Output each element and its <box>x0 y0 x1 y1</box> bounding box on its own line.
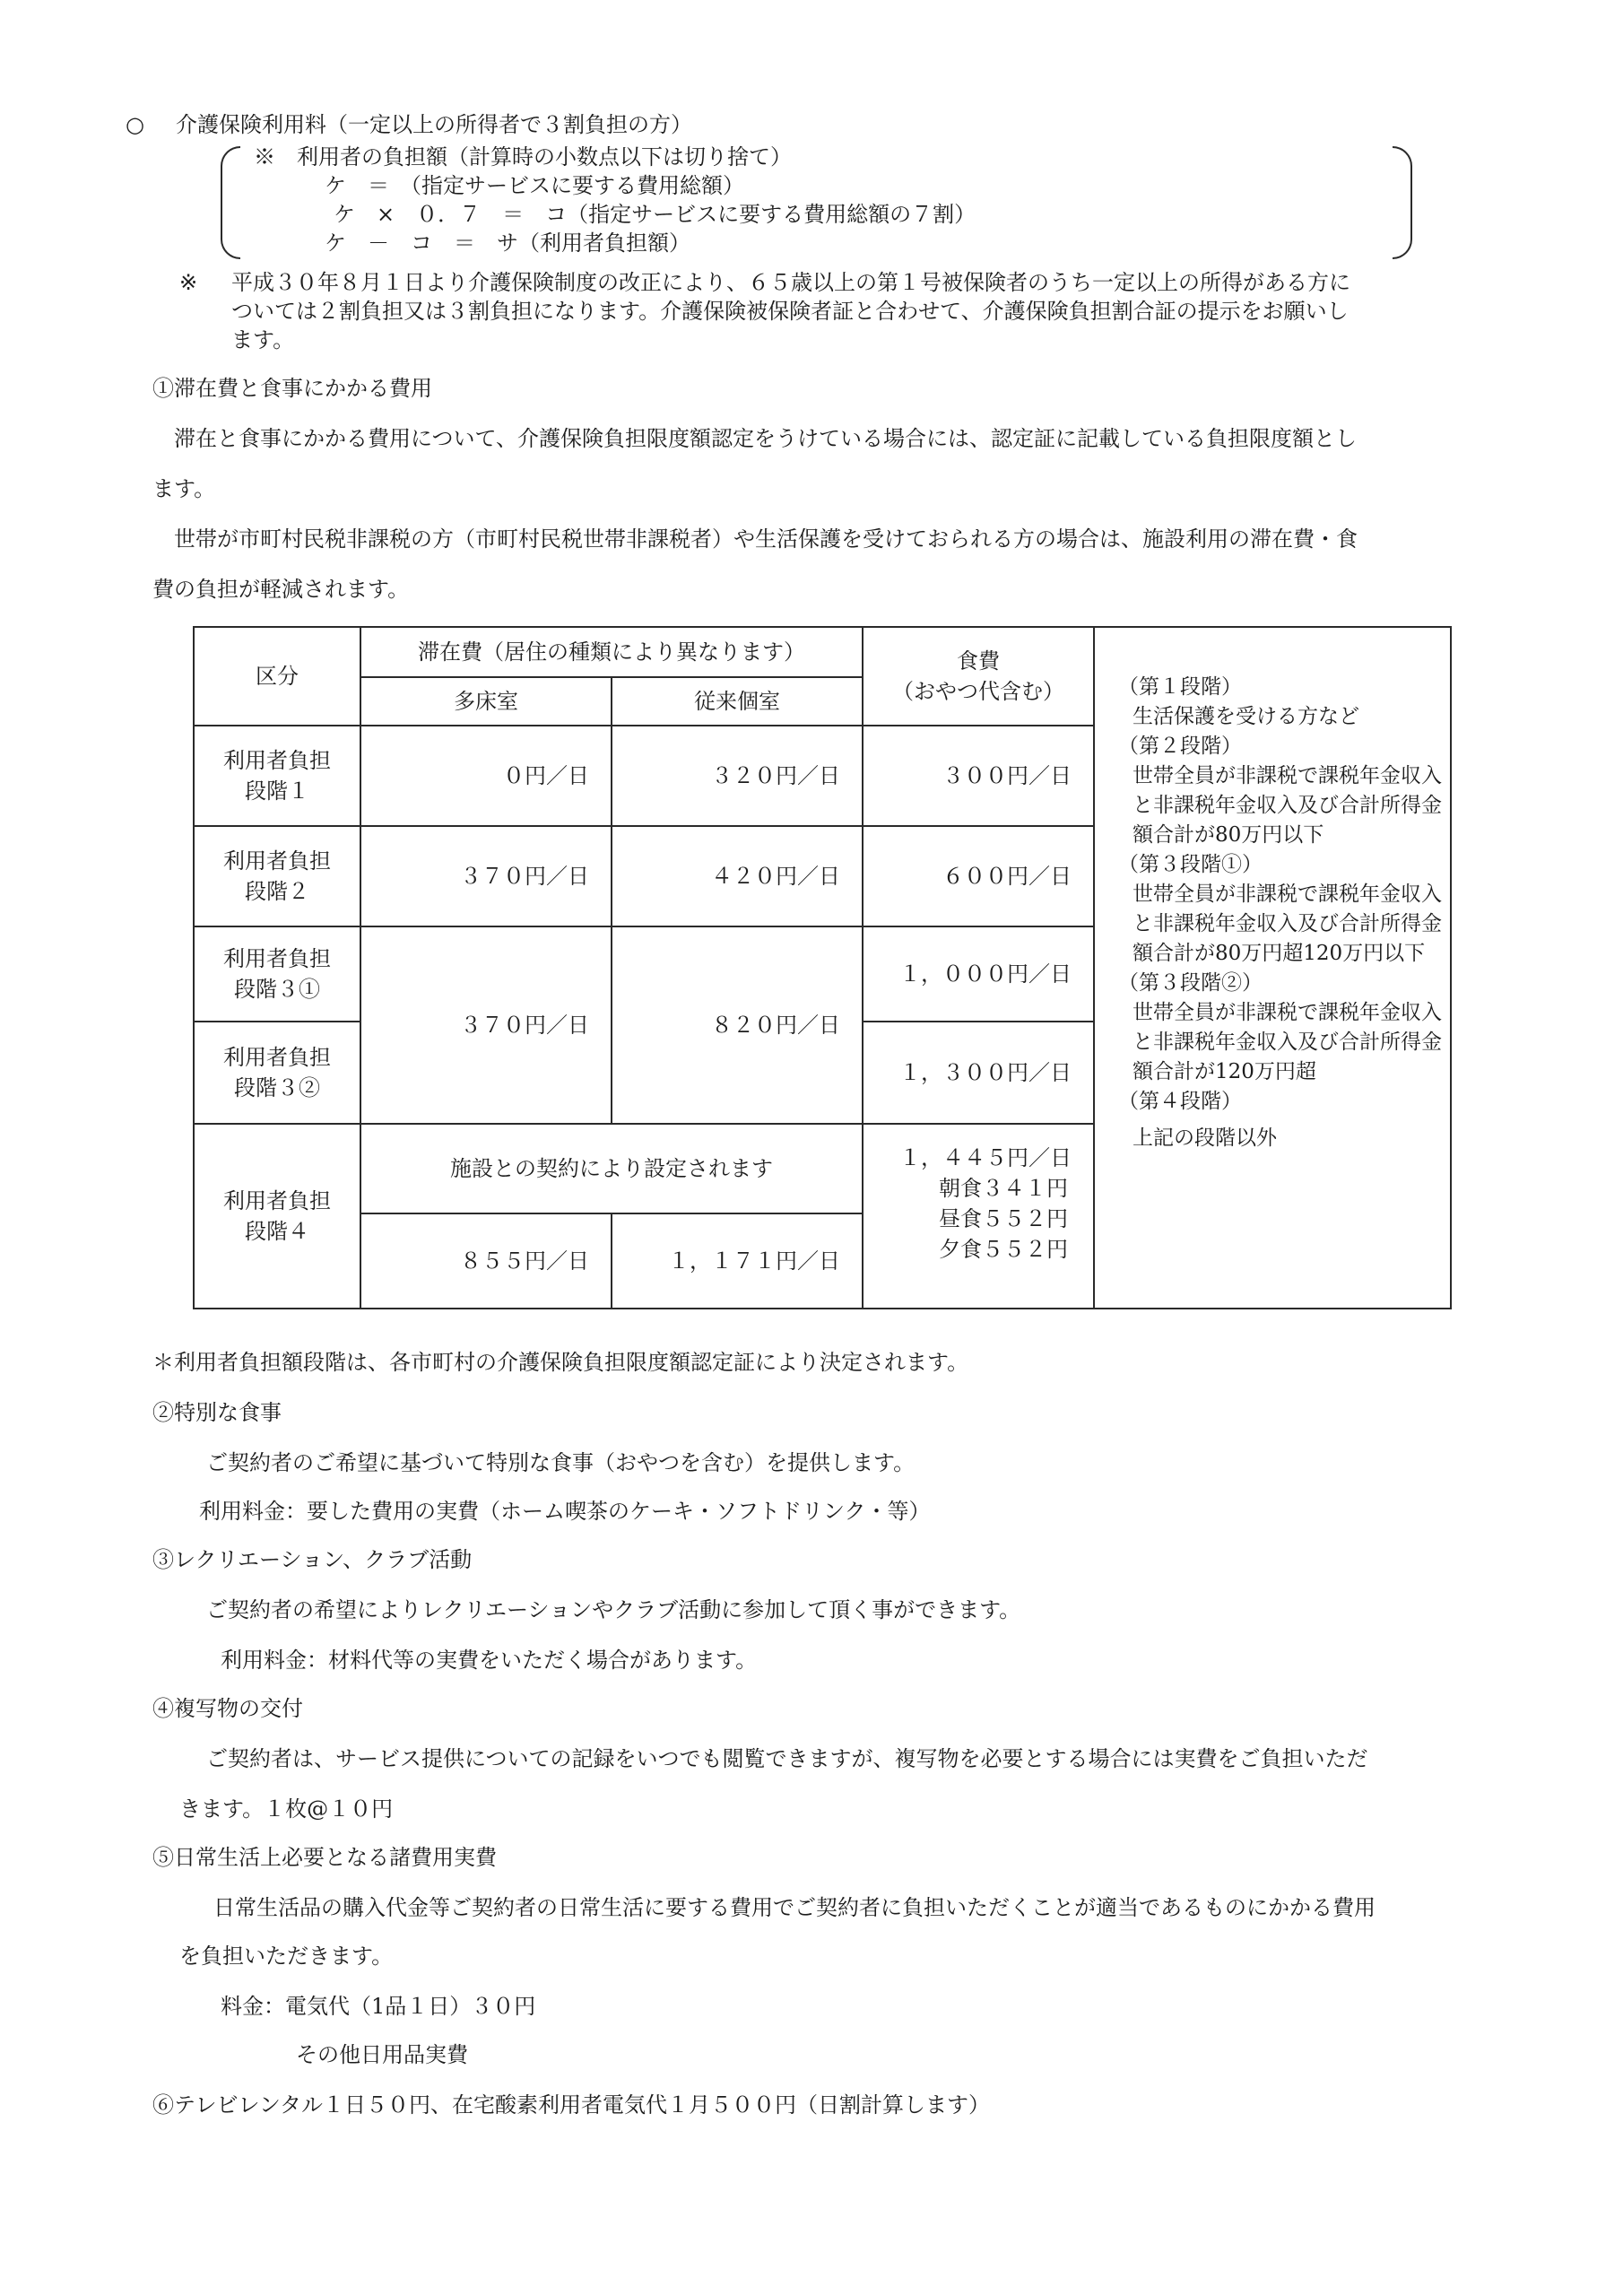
section-2-para: ご契約者のご希望に基づいて特別な食事（おやつを含む）を提供します。 <box>206 1450 916 1475</box>
page-heading: 介護保険利用料（一定以上の所得者で３割負担の方） <box>176 112 692 137</box>
stage-4-food-total: １，４４５円／日 <box>899 1145 1072 1170</box>
table-footnote: ＊利用者負担額段階は、各市町村の介護保険負担限度額認定証により決定されます。 <box>152 1350 969 1375</box>
stage-1-heading: （第１段階） <box>1118 675 1242 699</box>
section-4-para-a: ご契約者は、サービス提供についての記録をいつでも閲覧できますが、複写物を必要とする場合には実費をご負担いただ <box>206 1746 1368 1771</box>
formula-bracket-right <box>1393 146 1412 259</box>
private-room-cost: ８２０円／日 <box>612 926 863 1124</box>
section-1-para-2b: 費の負担が軽減されます。 <box>152 577 410 602</box>
section-5-fee-electric: 料金：電気代（1品１日）３０円 <box>221 1994 536 2019</box>
formula-line-1: ※ 利用者の負担額（計算時の小数点以下は切り捨て） <box>254 144 792 170</box>
section-4-para-b: きます。１枚@１０円 <box>179 1796 394 1822</box>
stage-label-line-2: 段階１ <box>245 778 309 804</box>
multi-bed-cost: ３７０円／日 <box>360 826 612 926</box>
stage-2-heading: （第２段階） <box>1118 735 1242 758</box>
multi-bed-cost: ３７０円／日 <box>360 926 612 1124</box>
stage-label <box>194 1124 360 1309</box>
header-private-room: 従来個室 <box>612 677 863 726</box>
section-4-heading: ④複写物の交付 <box>152 1696 303 1721</box>
stage-3b-heading: （第３段階②） <box>1118 971 1263 995</box>
stage-label-line-1: 利用者負担 <box>223 748 331 773</box>
header-food-line-2: （おやつ代含む） <box>892 679 1064 704</box>
section-1-para-1b: ます。 <box>152 476 216 501</box>
section-3-fee: 利用料金：材料代等の実費をいただく場合があります。 <box>221 1648 758 1673</box>
stage-label-line-2: 段階４ <box>245 1219 309 1244</box>
header-stay-cost: 滞在費（居住の種類により異なります） <box>360 627 863 677</box>
stage-label-line-1: 利用者負担 <box>223 1188 331 1213</box>
section-5-heading: ⑤日常生活上必要となる諸費用実費 <box>152 1845 497 1870</box>
note-mark: ※ <box>179 270 198 295</box>
stage-label-line-2: 段階２ <box>245 879 309 904</box>
food-cost: ６００円／日 <box>863 826 1094 926</box>
note-line-2: ついては２割負担又は３割負担になります。介護保険被保険者証と合わせて、介護保険負担割合証の提示をお願いし <box>231 299 1349 324</box>
fee-table <box>193 626 1452 1309</box>
stage-notes <box>1094 627 1451 1309</box>
header-food-cost <box>863 627 1094 726</box>
food-cost: １，３００円／日 <box>863 1022 1094 1124</box>
stage-label <box>194 926 360 1022</box>
multi-bed-cost: ０円／日 <box>360 726 612 826</box>
section-2-fee: 利用料金：要した費用の実費（ホーム喫茶のケーキ・ソフトドリンク・等） <box>199 1499 931 1524</box>
stage-3a-desc: 世帯全員が非課税で課税年金収入と非課税年金収入及び合計所得金額合計が80万円超120万円以下 <box>1133 883 1442 965</box>
food-cost: １，０００円／日 <box>863 926 1094 1022</box>
formula-line-3: ケ × ０．７ ＝ コ（指定サービスに要する費用総額の７割） <box>334 202 976 227</box>
formula-line-4: ケ － コ ＝ サ（利用者負担額） <box>325 230 690 256</box>
stage-label-line-2: 段階３② <box>234 1075 320 1100</box>
contract-note: 施設との契約により設定されます <box>360 1124 863 1213</box>
note-line-1: 平成３０年８月１日より介護保険制度の改正により、６５歳以上の第１号被保険者のうち一定以上の所得がある方に <box>231 270 1350 295</box>
dinner-cost: 夕食５５２円 <box>939 1237 1068 1262</box>
lunch-cost: 昼食５５２円 <box>939 1206 1068 1231</box>
stage-4-desc: 上記の段階以外 <box>1133 1126 1277 1150</box>
stage-label-line-2: 段階３① <box>234 977 320 1002</box>
multi-bed-cost: ８５５円／日 <box>360 1213 612 1309</box>
stage-1-desc: 生活保護を受ける方など <box>1133 705 1359 728</box>
stage-3a-heading: （第３段階①） <box>1118 853 1263 876</box>
breakfast-cost: 朝食３４１円 <box>939 1176 1068 1201</box>
section-1-para-1a: 滞在と食事にかかる費用について、介護保険負担限度額認定をうけている場合には、認定証に記載している負担限度額とし <box>174 426 1358 451</box>
formula-bracket-left <box>221 146 240 259</box>
stage-2-desc: 世帯全員が非課税で課税年金収入と非課税年金収入及び合計所得金額合計が80万円以下 <box>1133 764 1442 847</box>
section-5-fee-other: その他日用品実費 <box>296 2042 468 2067</box>
stage-label-line-1: 利用者負担 <box>223 946 331 971</box>
stage-label-line-1: 利用者負担 <box>223 848 331 874</box>
header-food-line-1: 食費 <box>957 648 1000 674</box>
section-5-para-a: 日常生活品の購入代金等ご契約者の日常生活に要する費用でご契約者に負担いただくことが適当であるものにかかる費用 <box>213 1895 1376 1920</box>
section-1-heading: ①滞在費と食事にかかる費用 <box>152 376 432 401</box>
header-multi-bed: 多床室 <box>360 677 612 726</box>
section-5-para-b: を負担いただきます。 <box>179 1944 394 1969</box>
section-6-text: ⑥テレビレンタル１日５０円、在宅酸素利用者電気代１月５００円（日割計算します） <box>152 2092 990 2118</box>
section-3-heading: ③レクリエーション、クラブ活動 <box>152 1547 473 1572</box>
stage-label <box>194 826 360 926</box>
private-room-cost: ３２０円／日 <box>612 726 863 826</box>
private-room-cost: ４２０円／日 <box>612 826 863 926</box>
bullet-circle: ○ <box>126 112 144 137</box>
section-2-heading: ②特別な食事 <box>152 1400 282 1425</box>
section-3-para: ご契約者の希望によりレクリエーションやクラブ活動に参加して頂く事ができます。 <box>206 1597 1021 1622</box>
stage-3b-desc: 世帯全員が非課税で課税年金収入と非課税年金収入及び合計所得金額合計が120万円超 <box>1133 1001 1442 1083</box>
section-1-para-2a: 世帯が市町村民税非課税の方（市町村民税世帯非課税者）や生活保護を受けておられる方の場合は、施設利用の滞在費・食 <box>174 526 1358 552</box>
note-line-3: ます。 <box>231 327 295 352</box>
stage-4-food-cost <box>863 1124 1094 1309</box>
private-room-cost: １，１７１円／日 <box>612 1213 863 1309</box>
stage-label <box>194 1022 360 1124</box>
food-cost: ３００円／日 <box>863 726 1094 826</box>
header-kubun: 区分 <box>194 627 360 726</box>
stage-4-heading: （第４段階） <box>1118 1090 1242 1113</box>
stage-label-line-1: 利用者負担 <box>223 1045 331 1070</box>
formula-line-2: ケ ＝ （指定サービスに要する費用総額） <box>325 173 744 198</box>
stage-label <box>194 726 360 826</box>
